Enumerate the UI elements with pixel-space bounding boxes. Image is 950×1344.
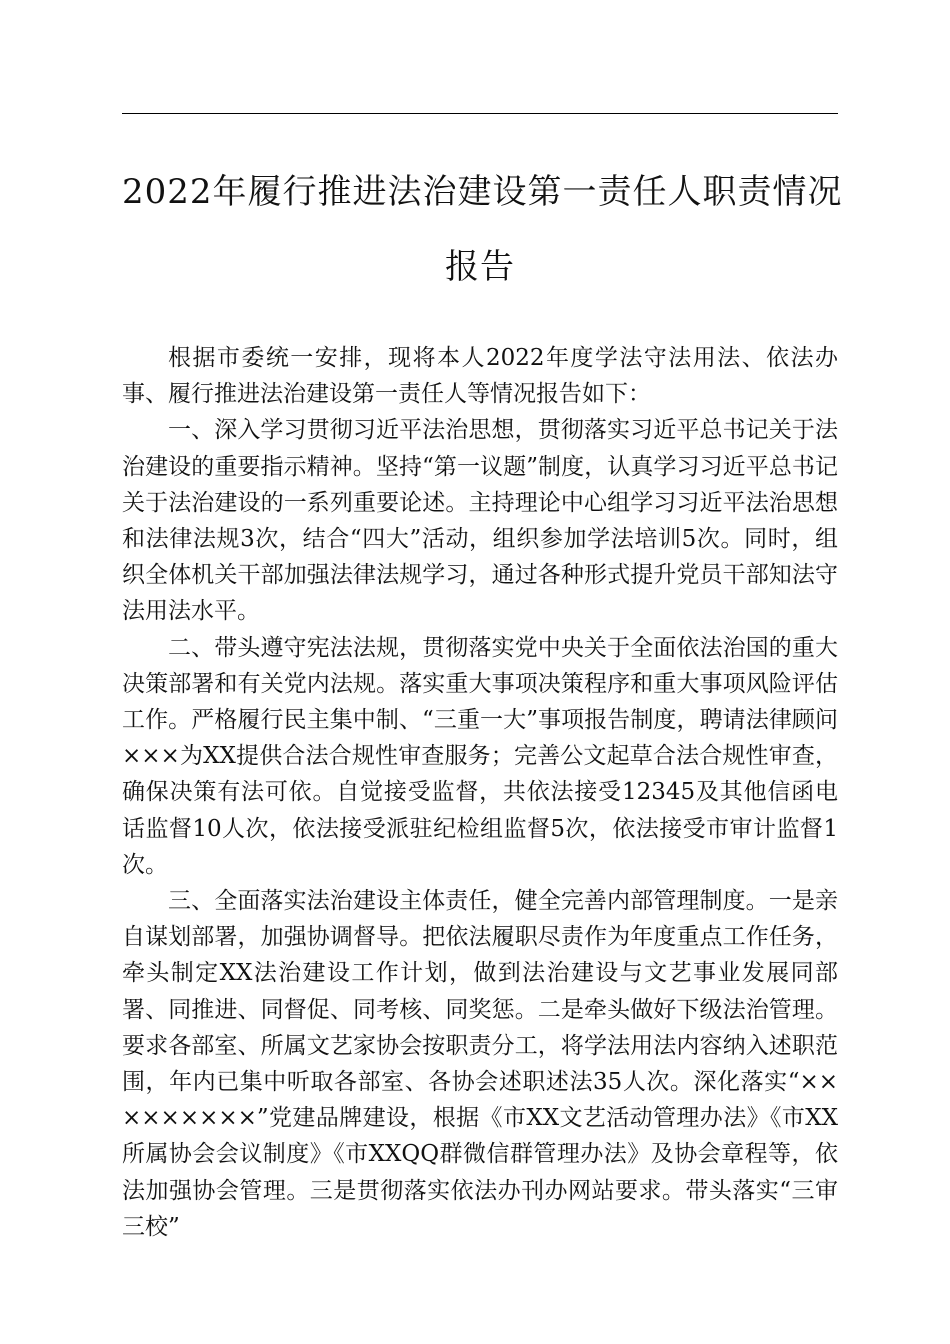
title-line-1: 2022年履行推进法治建设第一责任人职责情况 (122, 172, 843, 212)
paragraph-section-3: 三、全面落实法治建设主体责任，健全完善内部管理制度。一是亲自谋划部署，加强协调督导。把依法履职尽责作为年度重点工作任务，牵头制定XX法治建设工作计划，做到法治建设与文艺事业发展同部署、同推进、同督促、同考核、同奖惩。二是牵头做好下级法治管理。要求各部室、所属文艺家协会按职责分工，将学法用法内容纳入述职范围，年内已集中听取各部室、各协会述职述法35人次。深化落实“×××××××××”党建品牌建设，根据《市XX文艺活动管理办法》《市XX所属协会会议制度》《市XXQQ群微信群管理办法》及协会章程等，依法加强协会管理。三是贯彻落实依法办刊办网站要求。带头落实“三审三校” (122, 888, 838, 1240)
title-line-2: 报告 (445, 247, 515, 287)
document-body (122, 340, 838, 1245)
paragraph-section-2: 二、带头遵守宪法法规，贯彻落实党中央关于全面依法治国的重大决策部署和有关党内法规。落实重大事项决策程序和重大事项风险评估工作。严格履行民主集中制、“三重一大”事项报告制度，聘请法律顾问×××为XX提供合法合规性审查服务；完善公文起草合法合规性审查，确保决策有法可依。自觉接受监督，共依法接受12345及其他信函电话监督10人次，依法接受派驻纪检组监督5次，依法接受市审计监督1次。 (122, 634, 838, 878)
paragraph-section-1: 一、深入学习贯彻习近平法治思想，贯彻落实习近平总书记关于法治建设的重要指示精神。坚持“第一议题”制度，认真学习习近平总书记关于法治建设的一系列重要论述。主持理论中心组学习习近平法治思想和法律法规3次，结合“四大”活动，组织参加学法培训5次。同时，组织全体机关干部加强法律法规学习，通过各种形式提升党员干部知法守法用法水平。 (122, 417, 838, 625)
header-rule (122, 113, 838, 114)
paragraph-intro: 根据市委统一安排，现将本人2022年度学法守法用法、依法办事、履行推进法治建设第一责任人等情况报告如下： (122, 345, 838, 408)
document-title (122, 172, 843, 287)
